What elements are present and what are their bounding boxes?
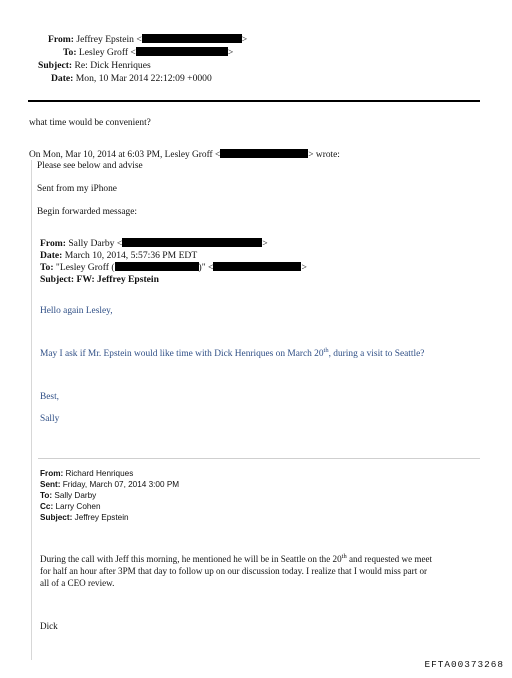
orig-from-label: From: <box>40 469 64 478</box>
dick-body-line1-end: and requested we meet <box>346 554 433 564</box>
header-from-row <box>48 34 247 46</box>
bracket-close: > <box>241 34 248 45</box>
fwd-date-row <box>40 250 197 262</box>
header-to-name: Lesley Groff < <box>78 47 136 58</box>
redaction-bar <box>122 238 262 247</box>
quoted-line-forwarded: Begin forwarded message: <box>37 207 137 217</box>
fwd-from-label: From: <box>40 238 66 249</box>
orig-cc-row <box>40 502 101 512</box>
orig-sent-row <box>40 480 179 490</box>
orig-to-label: To: <box>40 491 53 500</box>
orig-sent-value: Friday, March 07, 2014 3:00 PM <box>62 480 180 489</box>
header-date-label: Date: <box>51 73 74 84</box>
sally-question-text: May I ask if Mr. Epstein would like time with Dick Henriques on March 20 <box>40 349 324 359</box>
sally-question-sup: th <box>323 346 329 354</box>
dick-body-sup: th <box>341 552 347 560</box>
redaction-bar <box>213 262 301 271</box>
header-from-label: From: <box>48 34 74 45</box>
header-divider <box>28 100 480 102</box>
redaction-bar <box>115 262 199 271</box>
dick-body-line2: for half an hour after 3PM that day to follow up on our discussion today. I realize that I would miss part or <box>40 566 428 576</box>
fwd-subject-label: Subject: <box>40 274 75 285</box>
header-date-row <box>51 73 212 85</box>
sally-signature: Sally <box>40 414 60 424</box>
orig-to-value: Sally Darby <box>54 491 97 500</box>
orig-from-value: Richard Henriques <box>65 469 134 478</box>
dick-body-line1 <box>40 554 432 564</box>
sally-question <box>40 346 425 359</box>
reply-body: what time would be convenient? <box>29 118 151 128</box>
fwd-date-label: Date: <box>40 250 63 261</box>
sally-greeting: Hello again Lesley, <box>40 306 113 316</box>
orig-sent-label: Sent: <box>40 480 61 489</box>
dick-body-line3: all of a CEO review. <box>40 578 115 588</box>
fwd-to-row <box>40 262 307 274</box>
bracket-close: > <box>301 262 307 273</box>
quoted-intro-text: On Mon, Mar 10, 2014 at 6:03 PM, Lesley Groff < <box>29 150 221 160</box>
orig-from-row <box>40 469 133 479</box>
header-to-label: To: <box>63 47 77 58</box>
orig-subject-value: Jeffrey Epstein <box>74 513 129 522</box>
original-message-divider <box>38 458 480 459</box>
fwd-to-value-a: "Lesley Groff ( <box>55 262 115 273</box>
header-subject-row <box>38 60 151 72</box>
sally-closing: Best, <box>40 392 60 402</box>
fwd-to-label: To: <box>40 262 54 273</box>
redaction-bar <box>142 34 242 43</box>
bracket-close: > <box>227 47 234 58</box>
header-subject-label: Subject: <box>38 60 73 71</box>
quoted-intro-wrote: > wrote: <box>308 150 340 160</box>
orig-subject-label: Subject: <box>40 513 73 522</box>
fwd-from-value: Sally Darby < <box>68 238 123 249</box>
redaction-bar <box>220 149 308 158</box>
quoted-line-advise: Please see below and advise <box>37 161 143 171</box>
fwd-from-row <box>40 238 268 250</box>
header-from-name: Jeffrey Epstein < <box>76 34 142 45</box>
orig-to-row <box>40 491 96 501</box>
orig-subject-row <box>40 513 129 523</box>
quote-bar <box>31 160 32 660</box>
orig-cc-label: Cc: <box>40 502 54 511</box>
header-date-value: Mon, 10 Mar 2014 22:12:09 +0000 <box>75 73 212 84</box>
bracket-close: > <box>262 238 268 249</box>
fwd-subject-row <box>40 274 159 286</box>
fwd-date-value: March 10, 2014, 5:57:36 PM EDT <box>64 250 198 261</box>
quoted-line-iphone: Sent from my iPhone <box>37 184 117 194</box>
header-to-row <box>63 47 233 59</box>
quoted-intro <box>29 149 340 160</box>
dick-signature: Dick <box>40 621 58 631</box>
sally-question-text-end: , during a visit to Seattle? <box>328 349 425 359</box>
fwd-to-value-b: )" < <box>198 262 214 273</box>
document-id: EFTA00373268 <box>424 659 504 670</box>
dick-body-line1-text: During the call with Jeff this morning, he mentioned he will be in Seattle on the 20 <box>40 554 342 564</box>
orig-cc-value: Larry Cohen <box>55 502 101 511</box>
fwd-subject-value: FW: Jeffrey Epstein <box>76 274 159 285</box>
header-subject-value: Re: Dick Henriques <box>74 60 151 71</box>
redaction-bar <box>136 47 228 56</box>
